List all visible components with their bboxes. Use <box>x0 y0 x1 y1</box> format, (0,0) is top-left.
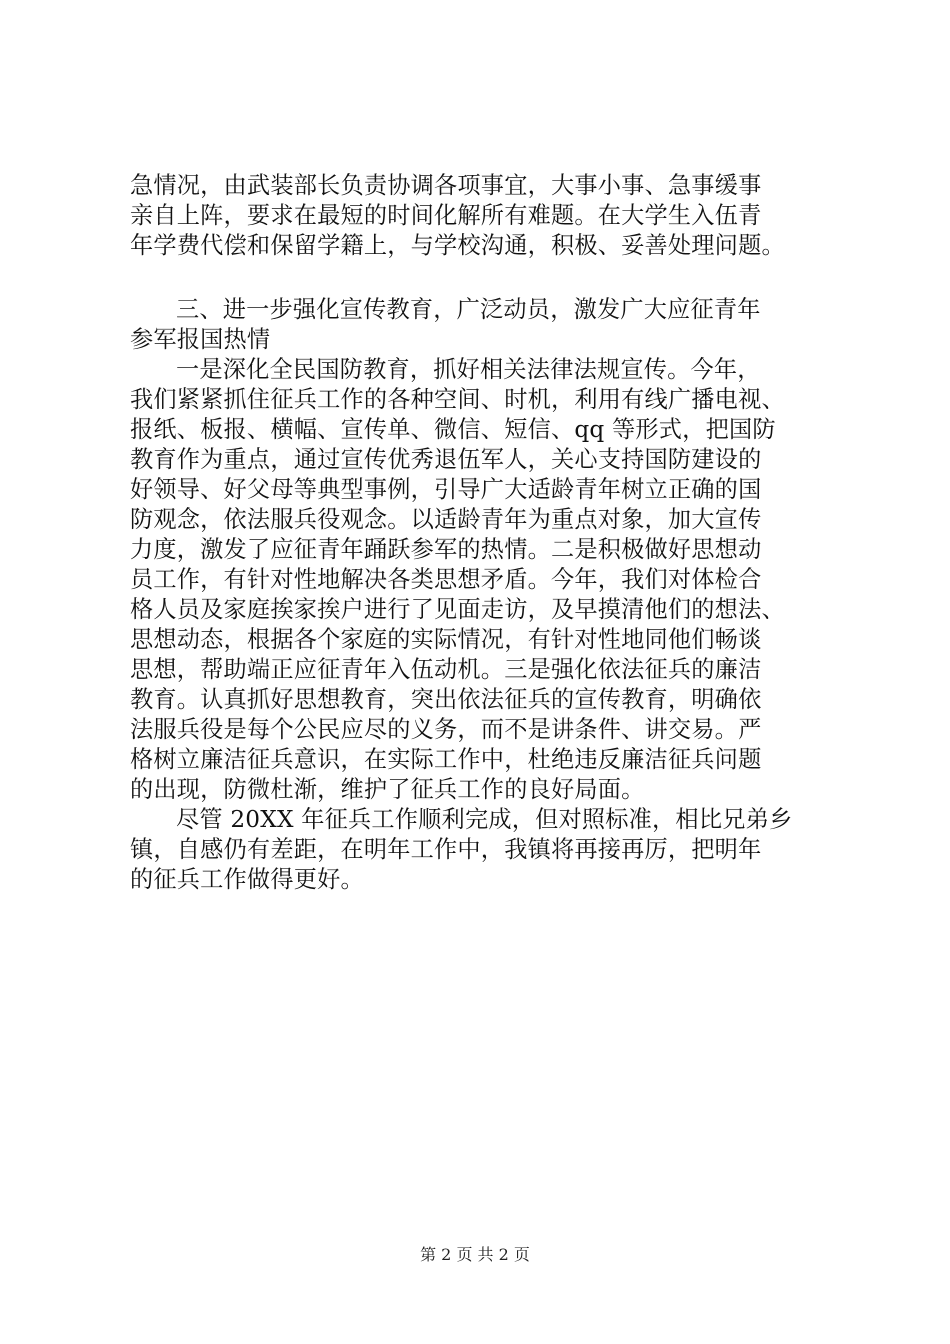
text-line: 教育作为重点，通过宣传优秀退伍军人，关心支持国防建设的 <box>130 446 762 473</box>
text-line: 尽管 20XX 年征兵工作顺利完成，但对照标准，相比兄弟乡 <box>176 806 793 833</box>
text-line: 力度，激发了应征青年踊跃参军的热情。二是积极做好思想动 <box>130 536 762 563</box>
page-number: 第 2 页 共 2 页 <box>420 1245 530 1264</box>
text-line: 好领导、好父母等典型事例，引导广大适龄青年树立正确的国 <box>130 476 762 503</box>
text-line: 格树立廉洁征兵意识，在实际工作中，杜绝违反廉洁征兵问题 <box>130 746 762 773</box>
paragraph-gap <box>130 261 835 295</box>
paragraph-publicity-education <box>130 355 835 805</box>
page-footer <box>0 1245 950 1265</box>
heading-line: 三、进一步强化宣传教育，广泛动员，激发广大应征青年 <box>176 296 761 323</box>
text-line: 的征兵工作做得更好。 <box>130 866 364 893</box>
text-line: 思想，帮助端正应征青年入伍动机。三是强化依法征兵的廉洁 <box>130 656 762 683</box>
text-line: 急情况，由武装部长负责协调各项事宜，大事小事、急事缓事 <box>130 172 762 199</box>
text-line: 法服兵役是每个公民应尽的义务，而不是讲条件、讲交易。严 <box>130 716 762 743</box>
text-line: 报纸、板报、横幅、宣传单、微信、短信、qq 等形式，把国防 <box>130 416 776 443</box>
text-line: 我们紧紧抓住征兵工作的各种空间、时机，利用有线广播电视、 <box>130 386 785 413</box>
text-line: 员工作，有针对性地解决各类思想矛盾。今年，我们对体检合 <box>130 566 762 593</box>
text-line: 镇，自感仍有差距，在明年工作中，我镇将再接再厉，把明年 <box>130 836 762 863</box>
text-line: 防观念，依法服兵役观念。以适龄青年为重点对象，加大宣传 <box>130 506 762 533</box>
text-line: 格人员及家庭挨家挨户进行了见面走访，及早摸清他们的想法、 <box>130 596 785 623</box>
heading-line: 参军报国热情 <box>130 326 271 353</box>
paragraph-conclusion <box>130 805 835 895</box>
text-line: 年学费代偿和保留学籍上，与学校沟通，积极、妥善处理问题。 <box>130 232 785 259</box>
text-line: 教育。认真抓好思想教育，突出依法征兵的宣传教育，明确依 <box>130 686 762 713</box>
document-body <box>130 171 835 895</box>
text-line: 思想动态，根据各个家庭的实际情况，有针对性地同他们畅谈 <box>130 626 762 653</box>
section-heading-three <box>130 295 835 355</box>
text-line: 亲自上阵，要求在最短的时间化解所有难题。在大学生入伍青 <box>130 202 762 229</box>
text-line: 的出现，防微杜渐，维护了征兵工作的良好局面。 <box>130 776 645 803</box>
text-line: 一是深化全民国防教育，抓好相关法律法规宣传。今年， <box>176 356 761 383</box>
paragraph-emergency-handling <box>130 171 835 261</box>
